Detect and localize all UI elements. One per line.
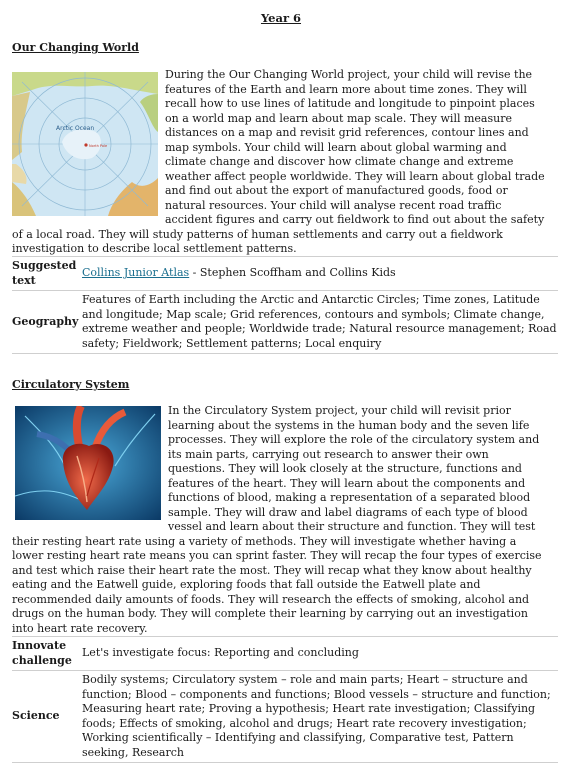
suggested-text-label: Suggested text [12,257,82,291]
section-body-circulatory-system [12,404,548,636]
collins-junior-atlas-link[interactable]: Collins Junior Atlas [82,266,190,280]
geography-label: Geography [12,291,82,354]
page-title: Year 6 [260,11,302,25]
science-label: Science [12,671,82,763]
science-value: Bodily systems; Circulatory system – role and main parts; Heart – structure and function; Blood – components and functions; Blood vessels – structure and function; Measuring heart rate; Proving a hypothesis; Heart rate investigation; Classifying foods; Effects of smoking, alcohol and drugs; Heart rate recovery investigation; Working scientifically – Identifying and classifying, Comparative test, Pattern seeking, Research [82,671,558,763]
table-row [12,291,558,354]
section-heading-circulatory-system: Circulatory System [12,378,130,391]
section-heading-our-changing-world: Our Changing World [12,41,139,54]
section-table-circulatory-system [12,636,558,763]
section-table-our-changing-world [12,256,558,354]
table-row [12,671,558,763]
map-pole-label: North Pole [89,144,108,148]
map-ocean-label: Arctic Ocean [56,125,95,132]
geography-value: Features of Earth including the Arctic and Antarctic Circles; Time zones, Latitude and longitude; Map scale; Grid references, contours and symbols; Climate change, extreme weather and people; Worldwide trade; Natural resource management; Road safety; Fieldwork; Settlement patterns; Local enquiry [82,291,558,354]
suggested-text-author: - Stephen Scoffham and Collins Kids [189,266,396,280]
section-paragraph: In the Circulatory System project, your child will revisit prior learning about the systems in the human body and the seven life processes. They will explore the role of the circulatory system and its main parts, carrying out research to answer their own questions. They will look closely at the structure, functions and features of the heart. They will learn about the components and functions of blood, making a representation of a separated blood sample. They will draw and label diagrams of each type of blood vessel and learn about their structure and function. They will test their resting heart rate using a variety of methods. They will investigate whether having a lower resting heart rate means you can sprint faster. They will recap the four types of exercise and test which raise their heart rate the most. They will recap what they know about healthy eating and the Eatwell guide, exploring foods that fall outside the Eatwell plate and recommended daily amounts of foods. They will research the effects of smoking, alcohol and drugs on the human body. They will complete their learning by carrying out an investigation into heart rate recovery. [12,404,542,635]
heart-image [15,406,161,520]
section-body-our-changing-world [12,68,548,257]
arctic-map-image [12,72,158,216]
innovate-challenge-label: Innovate challenge [12,637,82,671]
suggested-text-value [82,257,558,291]
innovate-challenge-value: Let's investigate focus: Reporting and concluding [82,637,558,671]
table-row [12,637,558,671]
section-paragraph: During the Our Changing World project, your child will revise the features of the Earth and learn more about time zones. They will recall how to use lines of latitude and longitude to pinpoint places on a world map and learn about map scale. They will measure distances on a map and revisit grid references, contour lines and map symbols. Your child will learn about global warming and climate change and discover how climate change and extreme weather affect people worldwide. They will learn about global trade and find out about the export of manufactured goods, food or natural resources. Your child will analyse recent road traffic accident figures and carry out fieldwork to find out about the safety of a local road. They will study patterns of human settlements and carry out a fieldwork investigation to describe local settlement patterns. [12,68,545,255]
table-row [12,257,558,291]
